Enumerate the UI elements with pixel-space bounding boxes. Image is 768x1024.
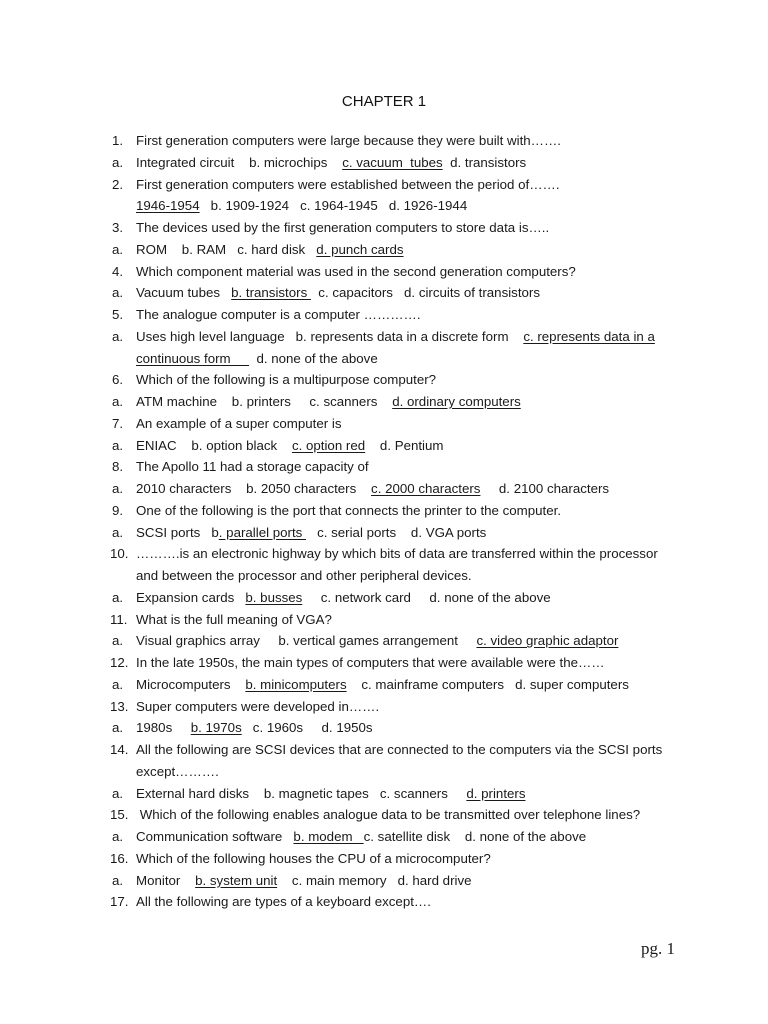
line-text (136, 478, 609, 500)
line-marker: 14. (110, 742, 129, 757)
question-line (0, 543, 768, 565)
answer-options-line (0, 587, 768, 609)
text-segment: ATM machine b. printers c. scanners (136, 394, 393, 409)
question-line (0, 652, 768, 674)
line-marker: a. (112, 285, 124, 301)
answer-options-line (0, 326, 768, 348)
line-marker: a. (112, 633, 124, 649)
line-text (136, 369, 436, 391)
line-text (136, 565, 472, 587)
text-segment: First generation computers were large because they were built with……. (136, 133, 561, 148)
line-marker: 7. (112, 415, 124, 431)
line-marker: 15. (110, 807, 129, 823)
line-marker: a. (112, 872, 124, 888)
text-segment: What is the full meaning of VGA? (136, 611, 332, 627)
correct-answer: b. modem (293, 829, 364, 844)
text-segment: External hard disks b. magnetic tapes c. scanners (136, 785, 467, 801)
text-segment: Expansion cards (136, 589, 246, 605)
text-segment: d. 2100 characters (480, 481, 610, 496)
correct-answer: b. transistors (231, 285, 311, 301)
line-marker: a. (112, 524, 124, 540)
continuation-line (0, 565, 768, 587)
text-segment: All the following are SCSI devices that are connected to the computers via the SCSI ports (136, 742, 663, 757)
question-line (0, 848, 768, 870)
question-line (0, 217, 768, 239)
line-marker: 5. (112, 307, 124, 322)
correct-answer: b. minicomputers (245, 676, 347, 692)
answer-options-line (0, 478, 768, 500)
line-text (136, 326, 655, 348)
line-marker: 1. (112, 133, 124, 148)
line-marker: 16. (110, 850, 129, 866)
answer-options-line (0, 826, 768, 848)
text-segment: c. capacitors d. circuits of transistors (310, 285, 540, 301)
line-text (136, 130, 561, 152)
line-marker: a. (112, 720, 124, 736)
line-text (136, 543, 658, 565)
continuation-line (0, 761, 768, 783)
line-marker: 2. (112, 176, 124, 192)
correct-answer: . parallel ports (218, 524, 306, 540)
line-marker: a. (112, 394, 124, 409)
line-text (136, 609, 332, 631)
question-line (0, 609, 768, 631)
text-segment: d. Pentium (365, 437, 444, 453)
text-segment: ENIAC b. option black (136, 437, 292, 453)
line-text (136, 696, 379, 718)
text-segment: First generation computers were established between the period of……. (136, 176, 560, 192)
line-text (136, 282, 540, 304)
answer-options-line (0, 674, 768, 696)
correct-answer: c. option red (291, 437, 366, 453)
correct-answer: b. system unit (195, 872, 278, 888)
line-text (136, 739, 662, 761)
correct-answer: d. printers (466, 785, 526, 801)
answer-options-line (0, 391, 768, 413)
line-text (136, 717, 373, 739)
text-segment: Visual graphics array b. vertical games arrangement (136, 633, 477, 649)
line-text (136, 500, 561, 522)
correct-answer: continuous form (136, 350, 250, 366)
correct-answer: b. busses (245, 589, 303, 605)
text-segment: Uses high level language b. represents data in a discrete form (136, 328, 524, 344)
line-marker: 10. (110, 546, 129, 562)
line-text (136, 217, 549, 239)
text-segment: Vacuum tubes (136, 285, 232, 301)
line-text (136, 391, 521, 413)
correct-answer: b. 1970s (190, 720, 242, 736)
answer-options-line (0, 282, 768, 304)
text-segment: The analogue computer is a computer …………. (136, 307, 421, 322)
answer-options-line (0, 239, 768, 261)
line-marker: 8. (112, 459, 124, 475)
text-segment: b. 1909-1924 c. 1964-1945 d. 1926-1944 (199, 198, 468, 214)
line-text (136, 804, 640, 826)
question-line (0, 696, 768, 718)
line-text (136, 848, 491, 870)
line-text (136, 587, 551, 609)
text-segment: c. satellite disk d. none of the above (363, 829, 587, 844)
text-segment: Integrated circuit b. microchips (136, 154, 343, 170)
text-segment: All the following are types of a keyboard except…. (136, 894, 431, 910)
line-text (136, 674, 629, 696)
text-segment: Which of the following enables analogue data to be transmitted over telephone lines? (136, 807, 641, 823)
question-line (0, 174, 768, 196)
line-text (136, 826, 586, 848)
text-segment: Super computers were developed in……. (136, 698, 380, 714)
line-text (136, 435, 443, 457)
question-line (0, 304, 768, 326)
text-segment: c. serial ports d. VGA ports (306, 524, 487, 540)
question-line (0, 804, 768, 826)
line-text (136, 761, 219, 783)
text-segment: Which of the following houses the CPU of a microcomputer? (136, 850, 491, 866)
text-segment: SCSI ports b (136, 524, 219, 540)
line-marker: 3. (112, 220, 124, 235)
line-text (136, 630, 618, 652)
text-segment: d. none of the above (249, 350, 378, 366)
line-marker: a. (112, 829, 124, 844)
text-segment: c. network card d. none of the above (302, 589, 551, 605)
correct-answer: d. ordinary computers (392, 394, 521, 409)
text-segment: 1980s (136, 720, 191, 736)
answer-options-line (0, 870, 768, 892)
line-text (136, 652, 605, 674)
line-marker: 13. (110, 698, 129, 714)
text-segment: ROM b. RAM c. hard disk (136, 241, 317, 257)
line-marker: a. (112, 154, 124, 170)
correct-answer: c. represents data in a (523, 328, 655, 344)
text-segment: In the late 1950s, the main types of computers that were available were the…… (136, 655, 605, 670)
text-segment: One of the following is the port that connects the printer to the computer. (136, 502, 562, 518)
correct-answer: c. 2000 characters (371, 481, 481, 496)
text-segment: except………. (136, 763, 219, 779)
text-segment: Which component material was used in the second generation computers? (136, 263, 576, 279)
text-segment: c. 1960s d. 1950s (241, 720, 373, 736)
line-marker: a. (112, 437, 124, 453)
text-segment: Monitor (136, 872, 196, 888)
text-segment: Which of the following is a multipurpose computer? (136, 372, 437, 388)
question-line (0, 413, 768, 435)
line-marker: a. (112, 241, 124, 257)
line-marker: a. (112, 676, 124, 692)
question-line (0, 456, 768, 478)
text-segment: An example of a super computer is (136, 415, 342, 431)
line-marker: a. (112, 481, 124, 496)
line-text (136, 783, 525, 805)
text-segment: d. transistors (442, 154, 527, 170)
line-marker: 11. (110, 611, 128, 627)
correct-answer: c. vacuum tubes (342, 154, 443, 170)
answer-options-line (0, 717, 768, 739)
question-list (0, 130, 768, 913)
question-line (0, 891, 768, 913)
continuation-line (0, 195, 768, 217)
continuation-line (0, 348, 768, 370)
text-segment: 2010 characters b. 2050 characters (136, 481, 372, 496)
answer-options-line (0, 783, 768, 805)
line-text (136, 174, 560, 196)
line-text (136, 891, 431, 913)
correct-answer: c. video graphic adaptor (476, 633, 619, 649)
text-segment: The devices used by the first generation computers to store data is….. (136, 220, 550, 235)
question-line (0, 500, 768, 522)
answer-options-line (0, 522, 768, 544)
line-text (136, 195, 467, 217)
line-text (136, 348, 378, 370)
line-marker: a. (112, 589, 124, 605)
line-text (136, 522, 486, 544)
question-line (0, 369, 768, 391)
text-segment: Communication software (136, 829, 294, 844)
text-segment: c. mainframe computers d. super computers (346, 676, 629, 692)
line-marker: a. (112, 328, 124, 344)
answer-options-line (0, 152, 768, 174)
question-line (0, 130, 768, 152)
text-segment: The Apollo 11 had a storage capacity of (136, 459, 369, 475)
line-marker: a. (112, 785, 124, 801)
text-segment: Microcomputers (136, 676, 246, 692)
question-line (0, 261, 768, 283)
page-number: pg. 1 (641, 939, 675, 958)
page-title: CHAPTER 1 (341, 93, 427, 110)
line-text (136, 239, 404, 261)
line-text (136, 304, 421, 326)
line-text (136, 261, 576, 283)
line-text (136, 870, 472, 892)
text-segment: c. main memory d. hard drive (277, 872, 472, 888)
line-text (136, 152, 526, 174)
line-marker: 9. (112, 502, 124, 518)
line-marker: 17. (110, 894, 129, 910)
answer-options-line (0, 630, 768, 652)
correct-answer: 1946-1954 (136, 198, 200, 214)
text-segment: ……….is an electronic highway by which bits of data are transferred within the processor (136, 546, 658, 562)
answer-options-line (0, 435, 768, 457)
correct-answer: d. punch cards (316, 241, 404, 257)
line-marker: 12. (110, 655, 129, 670)
text-segment: and between the processor and other peripheral devices. (136, 568, 472, 583)
line-text (136, 456, 369, 478)
line-marker: 4. (112, 263, 124, 279)
line-marker: 6. (112, 372, 124, 388)
line-text (136, 413, 341, 435)
question-line (0, 739, 768, 761)
